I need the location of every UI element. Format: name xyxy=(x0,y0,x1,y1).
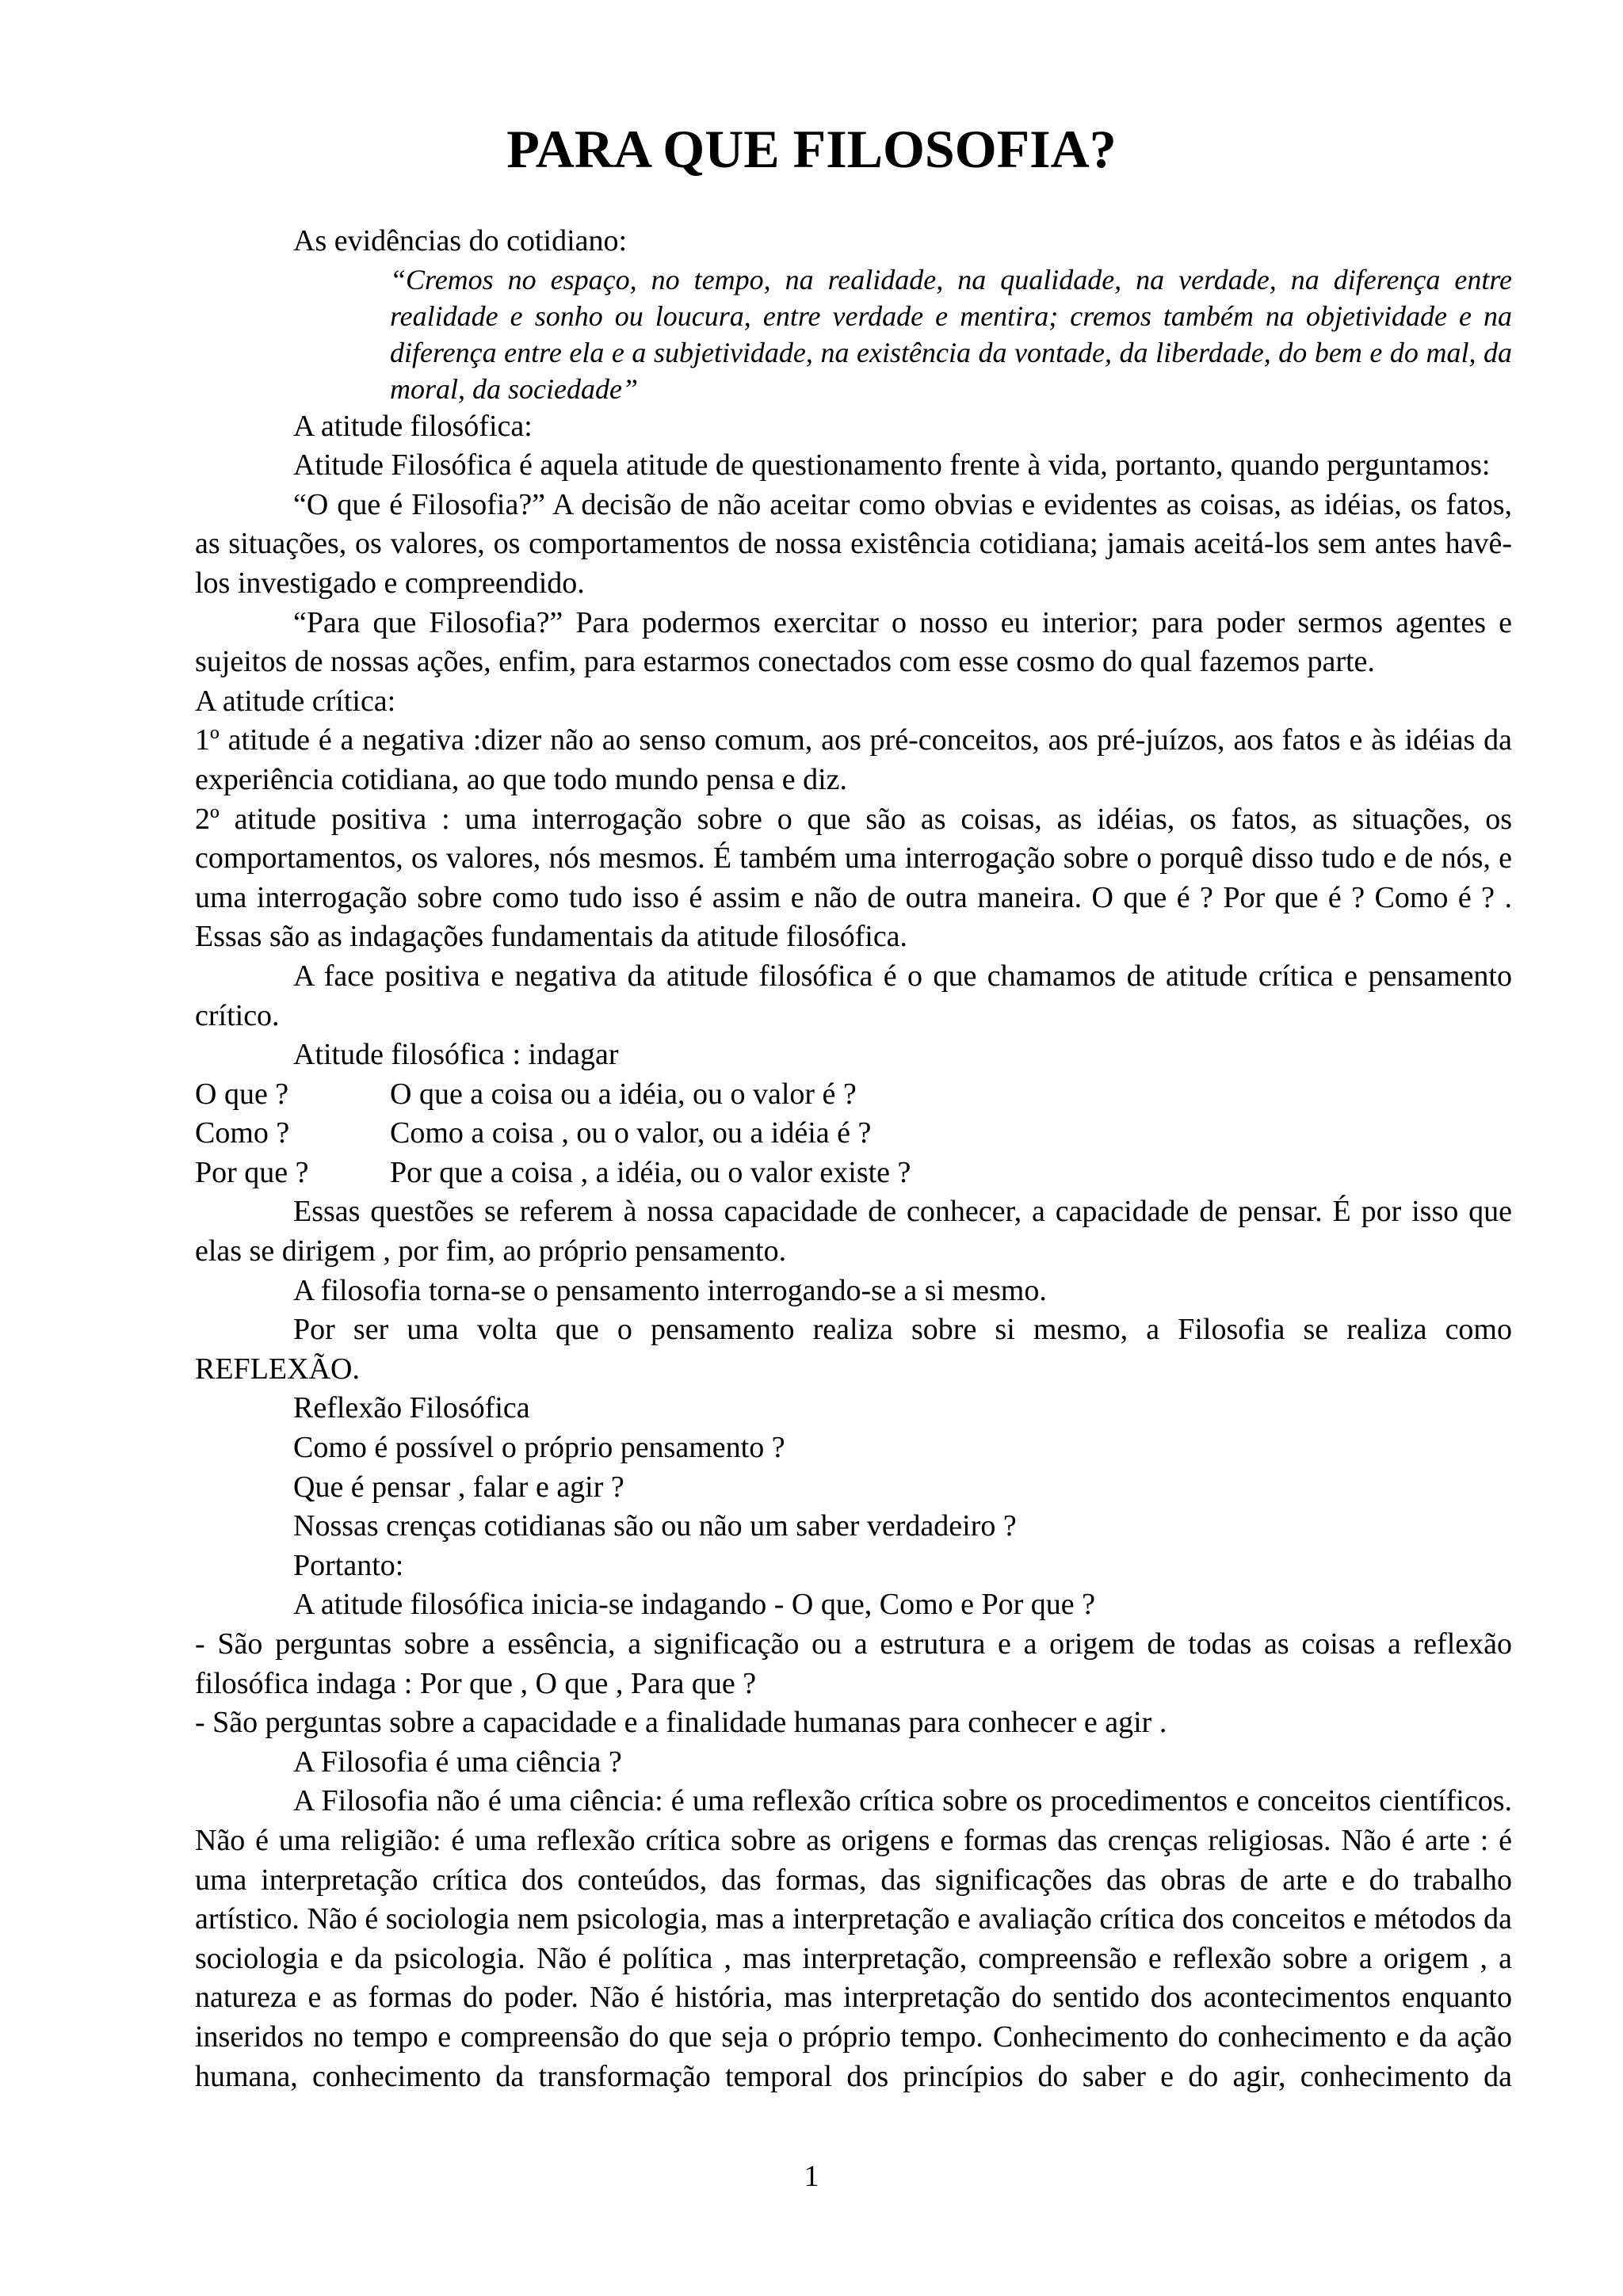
reflexao-question-1: Como é possível o próprio pensamento ? xyxy=(293,1431,785,1465)
question-key: Por que ? xyxy=(195,1155,309,1189)
page-number: 1 xyxy=(804,2160,819,2193)
question-text: Como a coisa , ou o valor, ou a idéia é ? xyxy=(390,1116,872,1150)
reflexao-question-3: Nossas crenças cotidianas são ou não um saber verdadeiro ? xyxy=(293,1509,1017,1543)
question-key: O que ? xyxy=(195,1077,289,1111)
critica-paragraph-1: 1º atitude é a negativa :dizer não ao senso comum, aos pré-conceitos, aos pré-juízos, aos fatos e às idéias da experiência cotidiana, ao que todo mundo pensa e diz. xyxy=(195,723,1512,796)
evidencias-quote: “Cremos no espaço, no tempo, na realidade, na qualidade, na verdade, na diferença entre realidade e sonho ou loucura, entre verdade e mentira; cremos também na objetividade e na diferença entre ela e a subjetividade, na existência da vontade, da liberdade, do bem e do mal, da moral, da sociedade” xyxy=(390,263,1512,405)
torna-paragraph: A filosofia torna-se o pensamento interrogando-se a si mesmo. xyxy=(293,1273,1047,1307)
critica-heading: A atitude crítica: xyxy=(195,684,396,718)
critica-paragraph-2: 2º atitude positiva : uma interrogação sobre o que são as coisas, as idéias, os fatos, as situações, os comportamentos, os valores, nós mesmos. É também uma interrogação sobre o porquê disso tudo e de nós, e uma interrogação sobre como tudo isso é assim e não de outra maneira. O que é ? Por que é ? Como é ? . Essas são as indagações fundamentais da atitude filosófica. xyxy=(195,802,1512,954)
question-row xyxy=(195,1154,1512,1193)
ciencia-heading: A Filosofia é uma ciência ? xyxy=(293,1745,622,1779)
question-row xyxy=(195,1114,1512,1154)
dash-paragraph-2: - São perguntas sobre a capacidade e a finalidade humanas para conhecer e agir . xyxy=(195,1706,1167,1740)
atitude-heading: A atitude filosófica: xyxy=(293,409,533,443)
question-key: Como ? xyxy=(195,1116,290,1150)
critica-paragraph-3: A face positiva e negativa da atitude filosófica é o que chamamos de atitude crítica e pensamento crítico. xyxy=(195,959,1512,1032)
page-title: PARA QUE FILOSOFIA? xyxy=(506,119,1117,179)
atitude-paragraph-3: “Para que Filosofia?” Para podermos exercitar o nosso eu interior; para poder sermos agentes e sujeitos de nossas ações, enfim, para estarmos conectados com esse cosmo do qual fazemos parte. xyxy=(195,605,1512,679)
reflexao-paragraph: Por ser uma volta que o pensamento realiza sobre si mesmo, a Filosofia se realiza como REFLEXÃO. xyxy=(195,1313,1512,1386)
question-text: Por que a coisa , a idéia, ou o valor existe ? xyxy=(390,1155,911,1189)
atitude-paragraph-1: Atitude Filosófica é aquela atitude de questionamento frente à vida, portanto, quando perguntamos: xyxy=(293,448,1491,482)
indagar-line: Atitude filosófica : indagar xyxy=(293,1038,619,1072)
portanto-line: Portanto: xyxy=(293,1548,404,1582)
inicia-line: A atitude filosófica inicia-se indagando - O que, Como e Por que ? xyxy=(293,1588,1096,1622)
evidencias-heading: As evidências do cotidiano: xyxy=(293,224,628,257)
dash-paragraph-1: - São perguntas sobre a essência, a significação ou a estrutura e a origem de todas as coisas a reflexão filosófica indaga : Por que , O que , Para que ? xyxy=(195,1627,1512,1700)
reflexao-heading: Reflexão Filosófica xyxy=(293,1391,530,1425)
reflexao-question-2: Que é pensar , falar e agir ? xyxy=(293,1470,624,1504)
ciencia-paragraph: A Filosofia não é uma ciência: é uma reflexão crítica sobre os procedimentos e conceitos científicos. Não é uma religião: é uma reflexão crítica sobre as origens e formas das crenças religiosas. Não é arte : é uma interpretação crítica dos conteúdos, das formas, das significações das obras de arte e do trabalho artístico. Não é sociologia nem psicologia, mas a interpretação e avaliação crítica dos conceitos e métodos da sociologia e da psicologia. Não é política , mas interpretação, compreensão e reflexão sobre a origem , a natureza e as formas do poder. Não é história, mas interpretação do sentido dos acontecimentos enquanto inseridos no tempo e compreensão do que seja o próprio tempo. Conhecimento do conhecimento e da ação humana, conhecimento da transformação temporal dos princípios do saber e do agir, conhecimento da xyxy=(195,1784,1512,2093)
question-text: O que a coisa ou a idéia, ou o valor é ? xyxy=(390,1077,857,1111)
atitude-paragraph-2: “O que é Filosofia?” A decisão de não aceitar como obvias e evidentes as coisas, as idéias, os fatos, as situações, os valores, os comportamentos de nossa existência cotidiana; jamais aceitá-los sem antes havê-los investigado e compreendido. xyxy=(195,487,1512,600)
questoes-paragraph: Essas questões se referem à nossa capacidade de conhecer, a capacidade de pensar. É por isso que elas se dirigem , por fim, ao próprio pensamento. xyxy=(195,1195,1512,1268)
question-row xyxy=(195,1075,1512,1115)
document-body xyxy=(195,222,1512,2096)
